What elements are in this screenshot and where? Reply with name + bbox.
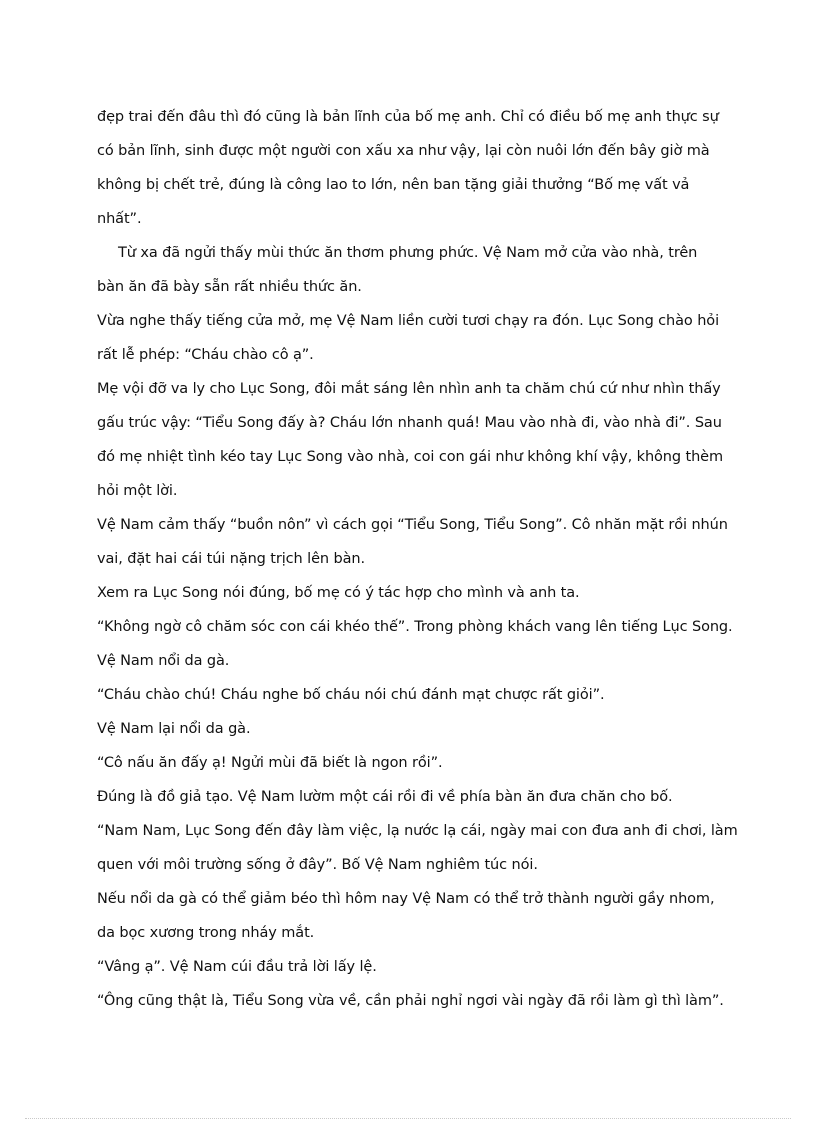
text-line: có bản lĩnh, sinh được một người con xấu xa như vậy, lại còn nuôi lớn đến bây giờ mà bbox=[97, 143, 710, 159]
text-line: đó mẹ nhiệt tình kéo tay Lục Song vào nhà, coi con gái như không khí vậy, không thèm bbox=[97, 449, 724, 465]
story-text bbox=[97, 100, 737, 1018]
text-line: quen với môi trường sống ở đây”. Bố Vệ Nam nghiêm túc nói. bbox=[97, 857, 538, 873]
text-line: Đúng là đồ giả tạo. Vệ Nam lườm một cái rồi đi về phía bàn ăn đưa chăn cho bố. bbox=[97, 789, 673, 805]
text-line: “Vâng ạ”. Vệ Nam cúi đầu trả lời lấy lệ. bbox=[97, 959, 377, 975]
text-line: “Cháu chào chú! Cháu nghe bố cháu nói chú đánh mạt chược rất giỏi”. bbox=[97, 687, 605, 703]
page-bottom-divider bbox=[25, 1118, 791, 1119]
text-line: “Cô nấu ăn đấy ạ! Ngửi mùi đã biết là ngon rồi”. bbox=[97, 755, 443, 771]
text-line: Xem ra Lục Song nói đúng, bố mẹ có ý tác hợp cho mình và anh ta. bbox=[97, 585, 580, 601]
text-line: Vệ Nam cảm thấy “buồn nôn” vì cách gọi “Tiểu Song, Tiểu Song”. Cô nhăn mặt rồi nhún bbox=[97, 517, 728, 533]
text-line: Vệ Nam lại nổi da gà. bbox=[97, 721, 251, 737]
text-line: Mẹ vội đỡ va ly cho Lục Song, đôi mắt sáng lên nhìn anh ta chăm chú cứ như nhìn thấy bbox=[97, 381, 721, 397]
text-line: đẹp trai đến đâu thì đó cũng là bản lĩnh của bố mẹ anh. Chỉ có điều bố mẹ anh thực sự bbox=[97, 109, 719, 125]
text-line: da bọc xương trong nháy mắt. bbox=[97, 925, 315, 941]
text-line: gấu trúc vậy: “Tiểu Song đấy à? Cháu lớn nhanh quá! Mau vào nhà đi, vào nhà đi”. Sau bbox=[97, 415, 722, 431]
text-line: “Nam Nam, Lục Song đến đây làm việc, lạ nước lạ cái, ngày mai con đưa anh đi chơi, làm bbox=[97, 823, 738, 839]
text-line: rất lễ phép: “Cháu chào cô ạ”. bbox=[97, 347, 314, 363]
text-line: nhất”. bbox=[97, 211, 142, 227]
text-line: Vừa nghe thấy tiếng cửa mở, mẹ Vệ Nam liền cười tươi chạy ra đón. Lục Song chào hỏi bbox=[97, 313, 720, 329]
text-line: “Không ngờ cô chăm sóc con cái khéo thế”. Trong phòng khách vang lên tiếng Lục Song. bbox=[97, 619, 733, 635]
text-line: vai, đặt hai cái túi nặng trịch lên bàn. bbox=[97, 551, 365, 567]
text-line: Nếu nổi da gà có thể giảm béo thì hôm nay Vệ Nam có thể trở thành người gầy nhom, bbox=[97, 891, 715, 907]
text-line: hỏi một lời. bbox=[97, 483, 178, 499]
text-line: “Ông cũng thật là, Tiểu Song vừa về, cần phải nghỉ ngơi vài ngày đã rồi làm gì thì làm”. bbox=[97, 993, 724, 1009]
text-line: Vệ Nam nổi da gà. bbox=[97, 653, 230, 669]
text-line: bàn ăn đã bày sẵn rất nhiều thức ăn. bbox=[97, 279, 362, 295]
text-line: không bị chết trẻ, đúng là công lao to lớn, nên ban tặng giải thưởng “Bố mẹ vất vả bbox=[97, 177, 690, 193]
text-line: Từ xa đã ngửi thấy mùi thức ăn thơm phưng phức. Vệ Nam mở cửa vào nhà, trên bbox=[118, 245, 698, 261]
